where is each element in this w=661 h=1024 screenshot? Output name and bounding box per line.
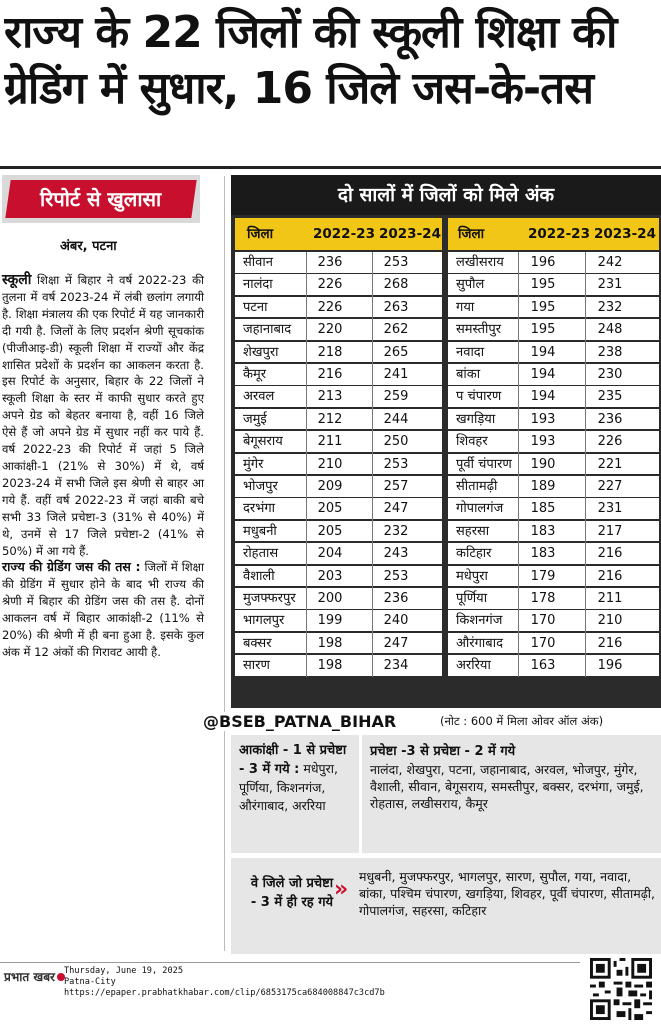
- score-2023-24: 232: [383, 523, 409, 539]
- article-paragraph-2: [2, 559, 204, 660]
- table-row-left: [235, 409, 442, 430]
- table-row-right: [448, 633, 659, 654]
- district-name: कैमूर: [243, 367, 267, 382]
- district-name: पूर्वी चंपारण: [456, 456, 512, 472]
- table-row-right: [448, 610, 659, 631]
- header-district-left: जिला: [247, 226, 274, 242]
- table-row-right: [448, 476, 659, 497]
- article-lead-word: स्कूली: [2, 272, 32, 288]
- district-name: शिवहर: [456, 434, 488, 450]
- district-name: जहानाबाद: [243, 322, 292, 338]
- table-row-left: [235, 386, 442, 407]
- score-2022-23: 195: [530, 277, 556, 293]
- section-tag: [2, 175, 200, 223]
- score-2023-24: 259: [383, 389, 409, 405]
- table-row-left: [235, 431, 442, 452]
- score-2023-24: 231: [597, 277, 623, 293]
- district-name: नालंदा: [243, 277, 273, 293]
- district-name: कटिहार: [456, 546, 492, 562]
- table-row-left: [235, 274, 442, 295]
- score-2022-23: 170: [530, 635, 556, 651]
- table-row-right: [448, 342, 659, 363]
- score-2023-24: 236: [597, 411, 623, 427]
- district-name: शेखपुरा: [243, 344, 279, 360]
- headline-divider: [0, 166, 661, 169]
- score-2022-23: 198: [317, 635, 343, 651]
- score-2023-24: 244: [383, 411, 409, 427]
- box-aspirational-to-pracheshta3: [231, 735, 359, 853]
- table-row-right: [448, 454, 659, 475]
- district-name: गोपालगंज: [456, 501, 504, 517]
- table-row-right: [448, 297, 659, 318]
- district-name: मुजफ्फरपुर: [243, 591, 296, 606]
- district-name: बेगूसराय: [243, 434, 283, 450]
- box-c-text: मधुबनी, मुजफ्फरपुर, भागलपुर, सारण, सुपौल, गया, नवादा, बांका, पश्चिम चंपारण, खगड़िया, शिवहर, पूर्वी चंपारण, सीतामढ़ी, गोपालगंज, सहरसा, कटिहार: [359, 869, 655, 918]
- district-name: गया: [456, 299, 475, 315]
- score-2023-24: 253: [383, 456, 409, 472]
- score-2023-24: 230: [597, 367, 623, 382]
- table-row-left: [235, 543, 442, 564]
- section-tag-label: रिपोर्ट से खुलासा: [40, 187, 162, 211]
- table-row-right: [448, 498, 659, 519]
- score-2022-23: 216: [317, 367, 343, 382]
- district-name: मधेपुरा: [456, 568, 488, 584]
- score-2022-23: 183: [530, 523, 556, 539]
- score-2022-23: 226: [317, 299, 343, 315]
- score-2023-24: 242: [597, 255, 623, 270]
- article-paragraph-1: [2, 272, 204, 559]
- score-2023-24: 263: [383, 299, 409, 315]
- box-a-text: मधेपुरा, पूर्णिया, किशनगंज, औरंगाबाद, अररिया: [239, 761, 338, 813]
- district-name: मधुबनी: [243, 523, 277, 539]
- right-col-line-1: [518, 252, 519, 677]
- table-row-left: [235, 655, 442, 676]
- table-row-left: [235, 252, 442, 273]
- table-title: दो सालों में जिलों को मिले अंक: [231, 175, 661, 215]
- table-row-left: [235, 566, 442, 587]
- score-2022-23: 198: [317, 658, 343, 674]
- score-2022-23: 170: [530, 613, 556, 629]
- district-name: खगड़िया: [456, 411, 496, 427]
- article-paragraph-1-text: शिक्षा में बिहार ने वर्ष 2022-23 की तुलना में वर्ष 2023-24 में लंबी छलांग लगायी है. शिक्षा मंत्रालय की एक रिपोर्ट में यह जानकारी दी गयी है. जिलों के लिए प्रदर्शन श्रेणी सूचकांक (पीजीआइ-डी) स्कूली शिक्षा में राज्यों और केंद्र शासित प्रदेशों के प्रदर्शन का आकलन करता है. इस रिपोर्ट के अनुसार, बिहार के 22 जिलों ने स्कूली शिक्षा के स्तर में काफी सुधार करते हुए अपने ग्रेड को बेहतर बनाया है, वहीं 16 जिले ऐसे हैं जो अपने ग्रेड में सुधार नहीं कर पाये हैं. वर्ष 2022-23 की रिपोर्ट में जहां 5 जिले आकांक्षी-1 (21% से 30%) में थे, वर्ष 2023-24 में सभी जिले इस श्रेणी से बाहर आ गये हैं. वहीं वर्ष 2022-23 में जहां बाकी बचे सभी 33 जिले प्रचेष्टा-3 (31% से 40%) में थे, उनमें से 17 जिले प्रचेष्टा-2 (41% से 50%) में आ गये हैं.: [2, 273, 204, 558]
- score-2023-24: 210: [597, 613, 623, 629]
- score-2022-23: 220: [317, 322, 343, 338]
- header-2022-23-right: 2022-23: [528, 226, 590, 242]
- score-2023-24: 227: [597, 479, 623, 494]
- score-2022-23: 195: [530, 322, 556, 338]
- byline: अंबर, पटना: [60, 239, 117, 254]
- district-name: अररिया: [456, 658, 491, 674]
- table-header-left: [235, 218, 442, 250]
- district-name: किशनगंज: [456, 613, 503, 629]
- score-2022-23: 189: [530, 479, 556, 494]
- table-row-left: [235, 498, 442, 519]
- table-row-left: [235, 454, 442, 475]
- table-row-right: [448, 386, 659, 407]
- publisher-logo: [4, 968, 65, 985]
- score-2023-24: 248: [597, 322, 623, 338]
- column-divider: [224, 176, 225, 951]
- score-2022-23: 226: [317, 277, 343, 293]
- score-2023-24: 221: [597, 456, 623, 472]
- box-c-title: वे जिले जो प्रचेष्टा - 3 में ही रह गये: [250, 876, 334, 910]
- table-row-right: [448, 431, 659, 452]
- score-2022-23: 218: [317, 344, 343, 360]
- article-paragraph-2-text: जिलों में शिक्षा की ग्रेडिंग में सुधार होने के बाद भी राज्य की श्रेणी में बिहार की ग्रेडिंग जस की तस है. दोनों आकलन वर्ष में बिहार आकांक्षी-2 (11% से 20%) की श्रेणी में ही बना हुआ है. इसके कुल अंक में 12 अंकों की गिरावट आयी है.: [2, 560, 204, 659]
- score-2023-24: 217: [597, 523, 623, 539]
- district-name: प चंपारण: [456, 389, 502, 405]
- box-pracheshta3-to-pracheshta2: [362, 735, 661, 853]
- score-2023-24: 238: [597, 344, 623, 360]
- score-2022-23: 196: [530, 255, 556, 270]
- score-2023-24: 231: [597, 501, 623, 517]
- score-2022-23: 204: [317, 546, 343, 562]
- score-2022-23: 183: [530, 546, 556, 562]
- table-header-right: [448, 218, 659, 250]
- score-2022-23: 163: [530, 658, 556, 674]
- score-2023-24: 226: [597, 434, 623, 450]
- district-name: सीवान: [243, 255, 273, 270]
- box-b-text: नालंदा, शेखपुरा, पटना, जहानाबाद, अरवल, भोजपुर, मुंगेर, वैशाली, सीवान, बेगूसराय, समस्तीपुर, बक्सर, दरभंगा, जमुई, रोहतास, लखीसराय, कैमूर: [370, 762, 644, 811]
- table-row-left: [235, 297, 442, 318]
- score-2023-24: 234: [383, 658, 409, 674]
- headline: [4, 6, 659, 118]
- table-note: (नोट : 600 में मिला ओवर ऑल अंक): [440, 714, 604, 728]
- watermark: @BSEB_PATNA_BIHAR: [203, 712, 397, 731]
- score-2022-23: 210: [317, 456, 343, 472]
- table-row-left: [235, 476, 442, 497]
- header-district-right: जिला: [458, 226, 485, 242]
- table-row-left: [235, 521, 442, 542]
- score-2022-23: 194: [530, 344, 556, 360]
- score-2023-24: 211: [597, 591, 623, 606]
- score-2023-24: 247: [383, 635, 409, 651]
- score-2023-24: 243: [383, 546, 409, 562]
- score-2023-24: 236: [383, 591, 409, 606]
- score-2023-24: 250: [383, 434, 409, 450]
- score-2023-24: 240: [383, 613, 409, 629]
- header-2022-23-left: 2022-23: [313, 226, 375, 242]
- headline-line-1: राज्य के 22 जिलों की स्कूली शिक्षा की: [4, 7, 617, 58]
- district-name: बांका: [456, 367, 481, 382]
- score-2022-23: 178: [530, 591, 556, 606]
- score-2023-24: 241: [383, 367, 409, 382]
- article-body: [2, 272, 204, 661]
- score-2022-23: 199: [317, 613, 343, 629]
- score-2022-23: 205: [317, 501, 343, 517]
- score-2022-23: 195: [530, 299, 556, 315]
- table-row-right: [448, 521, 659, 542]
- score-2023-24: 253: [383, 255, 409, 270]
- district-name: पूर्णिया: [456, 591, 488, 606]
- district-name: भागलपुर: [243, 613, 285, 629]
- article-subhead: राज्य की ग्रेडिंग जस की तस :: [2, 559, 141, 575]
- table-row-right: [448, 364, 659, 385]
- score-2023-24: 253: [383, 568, 409, 584]
- score-2023-24: 257: [383, 479, 409, 494]
- score-2023-24: 216: [597, 635, 623, 651]
- header-2023-24-right: 2023-24: [594, 226, 656, 242]
- score-2022-23: 190: [530, 456, 556, 472]
- score-2023-24: 247: [383, 501, 409, 517]
- district-name: सुपौल: [456, 277, 485, 293]
- district-name: बक्सर: [243, 635, 272, 651]
- table-row-left: [235, 633, 442, 654]
- header-2023-24-left: 2023-24: [379, 226, 441, 242]
- district-name: पटना: [243, 299, 268, 315]
- publisher-logo-text: प्रभात खबर: [4, 970, 55, 984]
- clip-meta: [64, 966, 385, 999]
- score-2022-23: 193: [530, 411, 556, 427]
- district-name: सारण: [243, 658, 270, 674]
- score-2023-24: 262: [383, 322, 409, 338]
- score-2022-23: 179: [530, 568, 556, 584]
- score-2022-23: 212: [317, 411, 343, 427]
- qr-code-icon[interactable]: [590, 958, 652, 1020]
- score-2022-23: 213: [317, 389, 343, 405]
- footer-divider: [0, 962, 580, 963]
- table-row-right: [448, 543, 659, 564]
- district-name: सहरसा: [456, 523, 490, 539]
- score-2022-23: 205: [317, 523, 343, 539]
- score-2022-23: 203: [317, 568, 343, 584]
- box-remained-pracheshta3: [231, 858, 661, 954]
- table-row-right: [448, 252, 659, 273]
- table-row-right: [448, 588, 659, 609]
- district-name: औरंगाबाद: [456, 635, 503, 651]
- district-name: सीतामढ़ी: [456, 479, 498, 494]
- score-2022-23: 200: [317, 591, 343, 606]
- score-2022-23: 236: [317, 255, 343, 270]
- score-2023-24: 216: [597, 568, 623, 584]
- score-2022-23: 185: [530, 501, 556, 517]
- score-2022-23: 209: [317, 479, 343, 494]
- table-row-right: [448, 319, 659, 340]
- left-col-line-2: [372, 252, 373, 677]
- clip-edition: Patna-City: [64, 977, 116, 987]
- district-name: मुंगेर: [243, 456, 264, 472]
- table-row-right: [448, 655, 659, 676]
- district-name: नवादा: [456, 344, 485, 360]
- clip-url[interactable]: https://epaper.prabhatkhabar.com/clip/6853175ca684008847c3cd7b: [64, 988, 385, 998]
- table-row-left: [235, 319, 442, 340]
- table-row-right: [448, 409, 659, 430]
- score-2022-23: 193: [530, 434, 556, 450]
- left-col-line-1: [306, 252, 307, 677]
- table-row-right: [448, 566, 659, 587]
- score-2023-24: 265: [383, 344, 409, 360]
- district-name: समस्तीपुर: [456, 322, 502, 338]
- score-2022-23: 211: [317, 434, 343, 450]
- score-2023-24: 235: [597, 389, 623, 405]
- score-2022-23: 194: [530, 367, 556, 382]
- right-col-line-2: [585, 252, 586, 677]
- box-a-title: आकांक्षी - 1 से प्रचेष्टा - 3 में गये :: [239, 743, 347, 777]
- district-name: भोजपुर: [243, 479, 278, 494]
- table-row-left: [235, 342, 442, 363]
- table-row-right: [448, 274, 659, 295]
- score-2023-24: 232: [597, 299, 623, 315]
- table-row-left: [235, 588, 442, 609]
- score-2023-24: 216: [597, 546, 623, 562]
- district-name: लखीसराय: [456, 255, 504, 270]
- district-name: वैशाली: [243, 568, 275, 584]
- district-name: दरभंगा: [243, 501, 276, 517]
- score-2023-24: 196: [597, 658, 623, 674]
- table-row-left: [235, 610, 442, 631]
- district-name: जमुई: [243, 411, 267, 427]
- table-row-left: [235, 364, 442, 385]
- clip-date: Thursday, June 19, 2025: [64, 966, 183, 976]
- box-b-title: प्रचेष्टा -3 से प्रचेष्टा - 2 में गये: [370, 744, 516, 759]
- chevron-right-icon: »: [334, 877, 349, 902]
- score-2023-24: 268: [383, 277, 409, 293]
- district-name: रोहतास: [243, 546, 279, 562]
- headline-line-2: ग्रेडिंग में सुधार, 16 जिले जस-के-तस: [4, 63, 593, 114]
- district-name: अरवल: [243, 389, 275, 405]
- score-2022-23: 194: [530, 389, 556, 405]
